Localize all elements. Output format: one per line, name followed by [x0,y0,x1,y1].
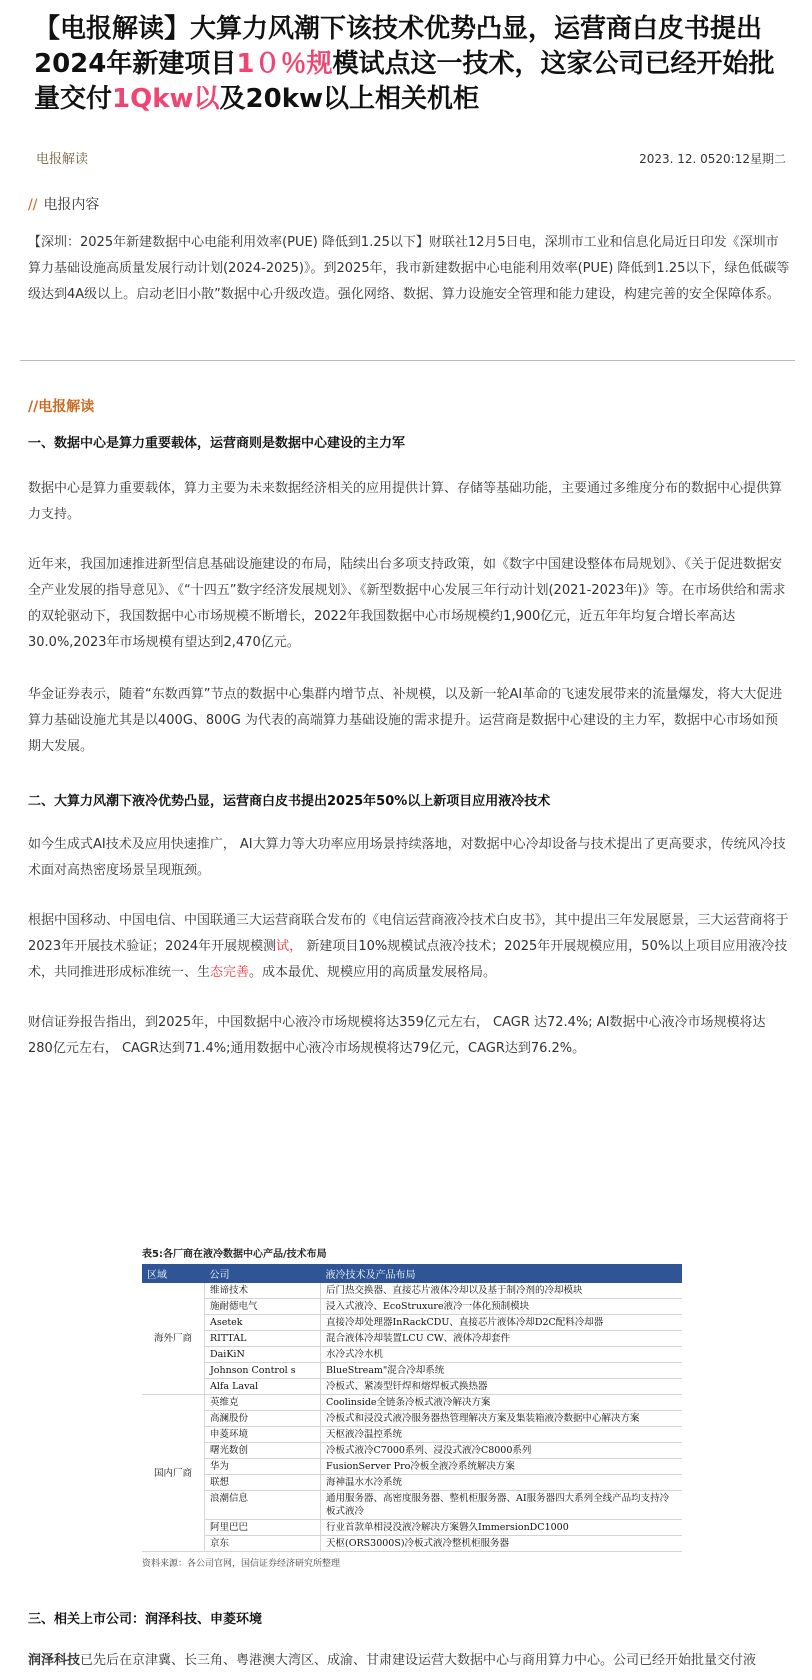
section-heading-label: 电报内容 [43,197,100,213]
company-cell: 高澜股份 [205,1411,321,1427]
table-caption: 表5:各厂商在液冷数据中心产品/技术布局 [142,1249,327,1260]
section-heading-analysis: //电报解读 [28,399,95,415]
title-part-2: 模试点这一技术，这家公司已经开始批量交付 [34,49,775,114]
table-row [142,1379,682,1395]
paragraph-5-text: 。成本最优、规模应用的高质量发展格局。 [249,965,497,980]
table-row [142,1443,682,1459]
tech-cell: 后门热交换器、直接芯片液体冷却以及基于制冷剂的冷却模块 [321,1283,683,1299]
company-cell: 联想 [205,1475,321,1491]
company-cell: 京东 [205,1536,321,1552]
paragraph-5 [28,908,790,986]
tech-cell: 天枢液冷温控系统 [321,1427,683,1443]
tech-cell: 通用服务器、高密度服务器、整机柜服务器、AI服务器四大系列全线产品均支持冷板式液冷 [321,1491,683,1520]
company-name-bold: 润泽科技 [28,1653,81,1668]
tech-cell: 天枢(ORS3000S)冷板式液冷整机柜服务器 [321,1536,683,1552]
table-row [142,1520,682,1536]
subheading-3: 三、相关上市公司：润泽科技、申菱环境 [28,1612,263,1627]
table-source: 资料来源：各公司官网，国信证券经济研究所整理 [142,1559,341,1569]
paragraph-5-highlight: 试， [276,939,303,954]
company-cell: RITTAL [205,1331,321,1347]
tech-cell: 行业首款单相浸没液冷解决方案磐久ImmersionDC1000 [321,1520,683,1536]
telegram-content: 【深圳：2025年新建数据中心电能利用效率(PUE) 降低到1.25以下】财联社12月5日电，深圳市工业和信息化局近日印发《深圳市算力基础设施高质量发展行动计划(2024-2025)》。到2025年，我市新建数据中心电能利用效率(PUE) 降低到1.25以下，绿色低碳等级达到4A级以上。启动老旧小散”数据中心升级改造。强化网络、数据、算力设施安全管理和能力建设，构建完善的安全保障体系。 [28,235,790,302]
table-row [142,1331,682,1347]
table-row [142,1459,682,1475]
company-cell: Johnson Control s [205,1363,321,1379]
divider [20,360,795,361]
table-row [142,1427,682,1443]
tech-cell: 水冷式冷水机 [321,1347,683,1363]
paragraph-3: 华金证券表示，随着“东数西算”节点的数据中心集群内增节点、补规模，以及新一轮AI革命的飞速发展带来的流量爆发，将大大促进算力基础设施尤其是以400G、800G 为代表的高端算力基础设施的需求提升。运营商是数据中心建设的主力军，数据中心市场如预期大发展。 [28,687,783,754]
tech-cell: FusionServer Pro冷板全液冷系统解决方案 [321,1459,683,1475]
table-row [142,1395,682,1411]
vendor-table [142,1264,682,1552]
region-cell: 海外厂商 [142,1283,205,1395]
table-row [142,1475,682,1491]
slash-icon: // [28,197,38,213]
table-header-cell: 区域 [142,1264,205,1283]
paragraph-4: 如今生成式AI技术及应用快速推广， AI大算力等大功率应用场景持续落地，对数据中心冷却设备与技术提出了更高要求，传统风冷技术面对高热密度场景呈现瓶颈。 [28,837,786,878]
title-highlight-2: 1Qkw以 [112,84,220,114]
table-header-cell: 液冷技术及产品布局 [321,1264,683,1283]
tech-cell: 混合液体冷却装置LCU CW、液体冷却套件 [321,1331,683,1347]
paragraph-1: 数据中心是算力重要载体，算力主要为未来数据经济相关的应用提供计算、存储等基础功能，主要通过多维度分布的数据中心提供算力支持。 [28,481,783,522]
table-row [142,1411,682,1427]
table-row [142,1315,682,1331]
table-body [142,1283,682,1552]
subheading-1: 一、数据中心是算力重要载体，运营商则是数据中心建设的主力军 [28,436,406,451]
paragraph-5-text: 新建项目10%规模试点液冷技术；2025年开展规模应用，50%以上项目应用液冷技术，共同推进形成标准统一、生 [28,939,788,980]
company-cell: 英维克 [205,1395,321,1411]
category-link[interactable]: 电报解读 [36,152,89,167]
company-cell: Alfa Laval [205,1379,321,1395]
tech-cell: 海神温水水冷系统 [321,1475,683,1491]
tech-cell: 浸入式液冷、EcoStruxure液冷一体化预制模块 [321,1299,683,1315]
tech-cell: BlueStream"混合冷却系统 [321,1363,683,1379]
company-cell: 申菱环境 [205,1427,321,1443]
title-part-1: 【电报解读】大算力风潮下该技术优势凸显，运营商白皮书提出2024年新建项目 [34,14,763,79]
vendor-table-figure [142,1245,682,1569]
paragraph-2: 近年来，我国加速推进新型信息基础设施建设的布局，陆续出台多项支持政策，如《数字中国建设整体布局规划》、《关于促进数据安全产业发展的指导意见》、《“十四五”数字经济发展规划》、《新型数据中心发展三年行动计划(2021-2023年)》等。在市场供给和需求的双轮驱动下，我国数据中心市场规模不断增长，2022年我国数据中心市场规模约1,900亿元，近五年年均复合增长率高达30.0%,2023年市场规模有望达到2,470亿元。 [28,557,786,650]
title-highlight-1: 1０％规 [236,49,333,79]
section-heading-content [28,194,99,214]
table-row [142,1299,682,1315]
table-header-cell: 公司 [205,1264,321,1283]
company-cell: 华为 [205,1459,321,1475]
article-meta [36,148,786,167]
table-header-row [142,1264,682,1283]
table-row [142,1536,682,1552]
company-cell: 阿里巴巴 [205,1520,321,1536]
article-title [34,12,794,117]
company-cell: 曙光数创 [205,1443,321,1459]
company-cell: DaiKiN [205,1347,321,1363]
paragraph-7-text: 已先后在京津冀、长三角、粤港澳大湾区、成渝、甘肃建设运营大数据中心与商用算力中心。公司已经开始批量交付液 [80,1653,757,1668]
paragraph-5-text: 根据中国移动、中国电信、中国联通三大运营商联合发布的《电信运营商液冷技术白皮书》，其中提出三年发展愿景，三大运营商将于2023年开展技术验证；2024年开展规模测 [28,913,789,954]
company-cell: 维谛技术 [205,1283,321,1299]
paragraph-7 [28,1648,790,1674]
table-row [142,1363,682,1379]
table-row [142,1283,682,1299]
title-part-3: 及20kw以上相关机柜 [219,84,480,114]
company-cell: Asetek [205,1315,321,1331]
publish-date: 2023. 12. 0520:12星期二 [639,152,786,166]
tech-cell: 冷板式液冷C7000系列、浸没式液冷C8000系列 [321,1443,683,1459]
tech-cell: 冷板式和浸没式液冷服务器热管理解决方案及集装箱液冷数据中心解决方案 [321,1411,683,1427]
tech-cell: 冷板式、紧凑型钎焊和熔焊板式换热器 [321,1379,683,1395]
table-row [142,1491,682,1520]
table-row [142,1347,682,1363]
company-cell: 施耐德电气 [205,1299,321,1315]
tech-cell: Coolinside全链条冷板式液冷解决方案 [321,1395,683,1411]
paragraph-5-highlight: 态完善 [210,965,250,980]
company-cell: 浪潮信息 [205,1491,321,1520]
paragraph-6: 财信证券报告指出，到2025年，中国数据中心液冷市场规模将达359亿元左右， CAGR 达72.4%; AI数据中心液冷市场规模将达280亿元左右， CAGR达到71.4%;通用数据中心液冷市场规模将达79亿元，CAGR达到76.2%。 [28,1015,766,1056]
tech-cell: 直接冷却处理器InRackCDU、直接芯片液体冷却D2C配料冷却器 [321,1315,683,1331]
subheading-2: 二、大算力风潮下液冷优势凸显，运营商白皮书提出2025年50%以上新项目应用液冷技术 [28,794,551,809]
region-cell: 国内厂商 [142,1395,205,1552]
